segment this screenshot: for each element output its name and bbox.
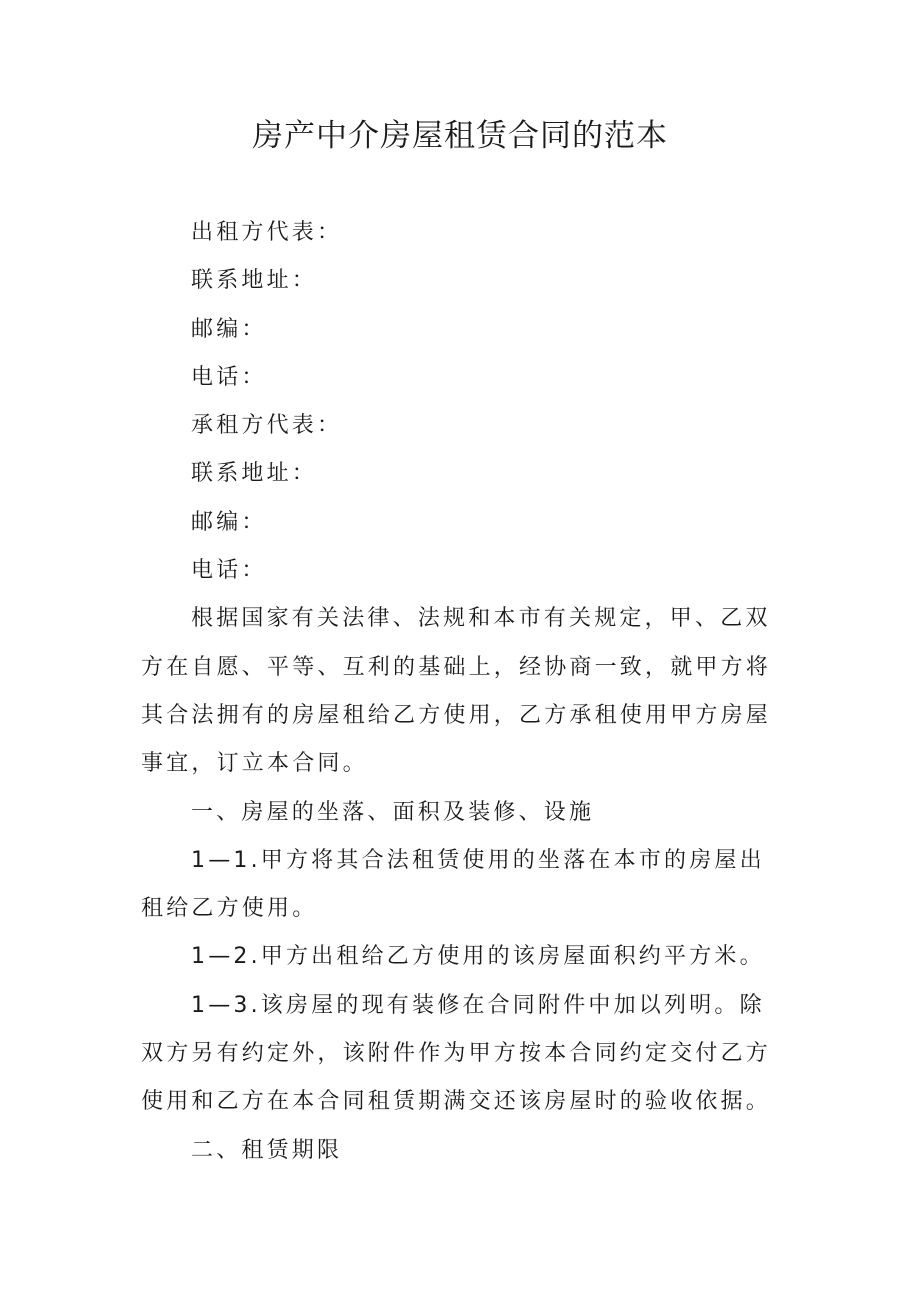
clause-1-3: 1—3.该房屋的现有装修在合同附件中加以列明。除双方另有约定外，该附件作为甲方按本合同约定交付乙方使用和乙方在本合同租赁期满交还该房屋时的验收依据。 [141, 992, 772, 1115]
lessee-representative-line: 承租方代表： [191, 413, 343, 439]
clause-1-2: 1—2.甲方出租给乙方使用的该房屋面积约平方米。 [191, 944, 765, 970]
clause-1-1: 1—1.甲方将其合法租赁使用的坐落在本市的房屋出租给乙方使用。 [141, 847, 765, 922]
section-heading-1: 一、房屋的坐落、面积及装修、设施 [191, 799, 595, 825]
lessor-phone-line: 电话： [191, 364, 267, 390]
lessee-address-line: 联系地址： [191, 461, 318, 487]
preamble-paragraph: 根据国家有关法律、法规和本市有关规定，甲、乙双方在自愿、平等、互利的基础上，经协商一致，就甲方将其合法拥有的房屋租给乙方使用，乙方承租使用甲方房屋事宜，订立本合同。 [141, 606, 772, 777]
document-title: 房产中介房屋租赁合同的范本 [252, 118, 668, 154]
lessor-postcode-line: 邮编： [191, 316, 267, 342]
lessor-representative-line: 出租方代表： [191, 220, 343, 245]
section-heading-2: 二、租赁期限 [191, 1137, 343, 1163]
lessee-phone-line: 电话： [191, 558, 267, 584]
lessee-postcode-line: 邮编： [191, 509, 267, 535]
document-body [141, 209, 781, 1175]
lessor-address-line: 联系地址： [191, 268, 318, 294]
